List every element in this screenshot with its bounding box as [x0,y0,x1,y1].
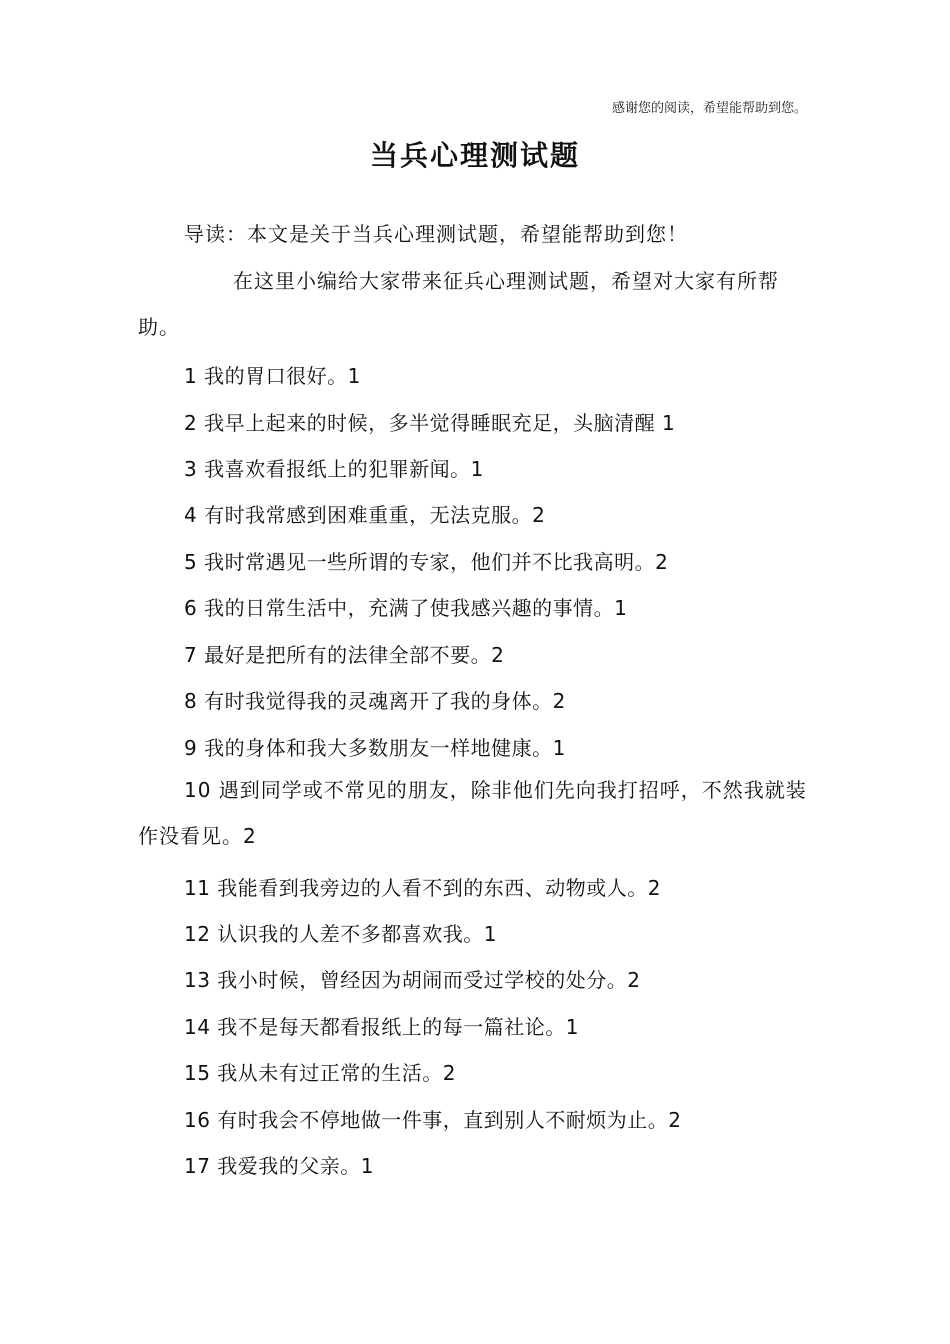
list-item: 1 我的胃口很好。1 [184,364,361,388]
list-item: 16 有时我会不停地做一件事，直到别人不耐烦为止。2 [184,1108,682,1132]
list-item: 15 我从未有过正常的生活。2 [184,1061,457,1085]
list-item: 7 最好是把所有的法律全部不要。2 [184,643,505,667]
list-item: 10 遇到同学或不常见的朋友，除非他们先向我打招呼，不然我就装作没看见。2 [138,778,807,848]
list-item: 5 我时常遇见一些所谓的专家，他们并不比我高明。2 [184,550,669,574]
list-item: 14 我不是每天都看报纸上的每一篇社论。1 [184,1015,580,1039]
list-item: 6 我的日常生活中，充满了使我感兴趣的事情。1 [184,596,628,620]
list-item: 8 有时我觉得我的灵魂离开了我的身体。2 [184,689,566,713]
list-item: 2 我早上起来的时候，多半觉得睡眠充足，头脑清醒 1 [184,411,676,435]
intro-paragraph: 在这里小编给大家带来征兵心理测试题，希望对大家有所帮助。 [138,269,779,339]
list-item: 17 我爱我的父亲。1 [184,1154,375,1178]
intro-line: 导读：本文是关于当兵心理测试题，希望能帮助到您！ [184,222,688,246]
header-note: 感谢您的阅读，希望能帮助到您。 [611,101,807,116]
list-item: 12 认识我的人差不多都喜欢我。1 [184,922,498,946]
list-item: 3 我喜欢看报纸上的犯罪新闻。1 [184,457,484,481]
list-item: 11 我能看到我旁边的人看不到的东西、动物或人。2 [184,876,662,900]
list-item: 4 有时我常感到困难重重，无法克服。2 [184,503,546,527]
list-item: 9 我的身体和我大多数朋友一样地健康。1 [184,736,566,760]
page-title: 当兵心理测试题 [369,139,580,172]
list-item: 13 我小时候，曾经因为胡闹而受过学校的处分。2 [184,968,641,992]
